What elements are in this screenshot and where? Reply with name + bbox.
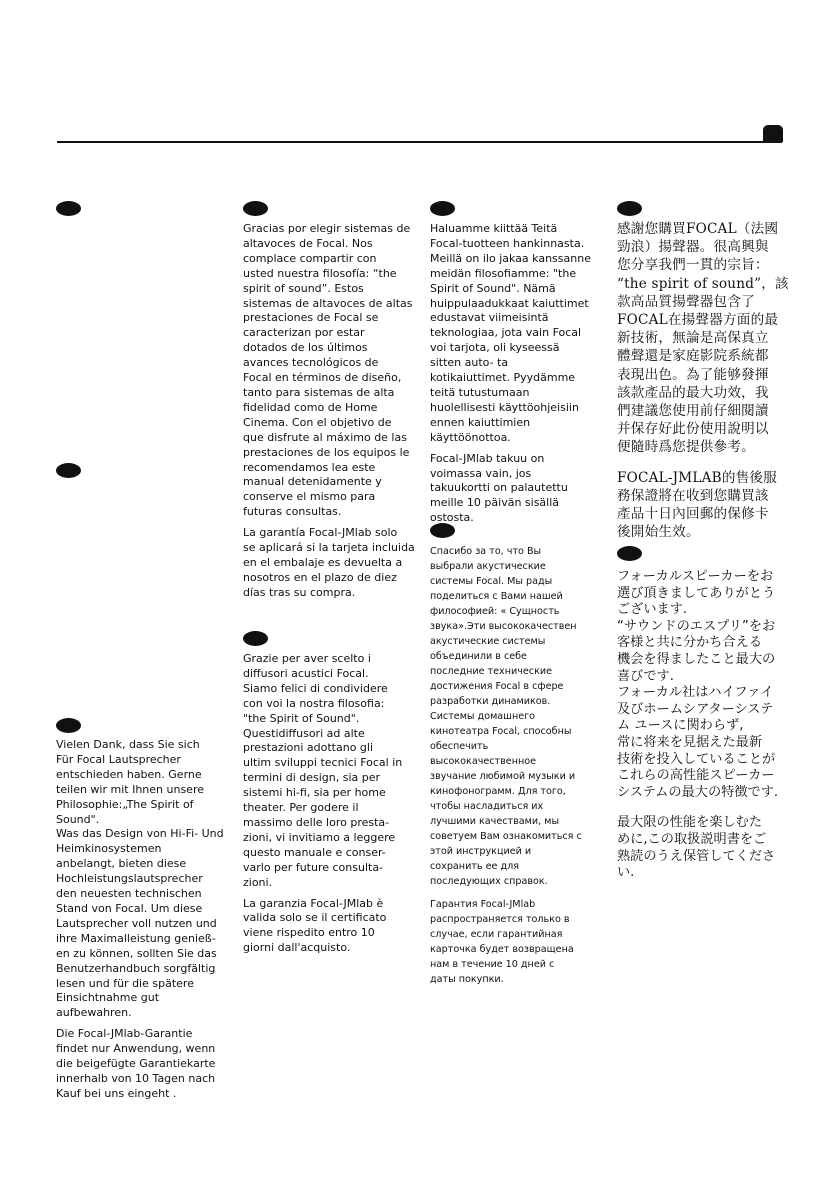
russian-intro: Спасибо за то, что Вы выбрали акустические системы Focal. Мы рады поделиться с Вами нашей философией: « Сущность звука».Эти высококачествен акустические системы объединили в себе последние технические достижения Focal в сфере разработки динамиков. Системы домашнего кинотеатра Focal, способны обеспечить высококачественное звучание любимой музыки и кинофонограмм. Для того, чтобы насладиться их лучшими качествами, мы советуем Вам ознакомиться с этой инструкцией и сохранить ее для последующих справок.	[430, 546, 582, 887]
language-bullet-zh	[617, 201, 642, 216]
spanish-intro: Gracias por elegir sistemas de altavoces de Focal. Nos complace compartir con usted nuestra filosofía: “the spirit of sound”. Estos sistemas de altavoces de altas prestaciones de Focal se caracterizan por estar dotados de los últimos avances tecnológicos de Focal en términos de diseño, tanto para sistemas de alta fidelidad como de Home Cinema. Con el objetivo de que disfrute al máximo de las prestaciones de los equipos le recomendamos lea este manual detenidamente y conserve el mismo para futuras consultas.	[243, 222, 413, 519]
language-bullet-it	[243, 631, 268, 646]
german-intro: Vielen Dank, dass Sie sich Für Focal Lautsprecher entschieden haben. Gerne teilen wir mit Ihnen unsere Philosophie:„The Spirit of Sound". Was das Design von Hi-Fi- Und Heimkinosystemen anbelangt, bieten diese Hochleistungslautsprecher den neuesten technischen Stand von Focal. Um diese Lautsprecher voll nutzen und ihre Maximalleistung genieß- en zu können, sollten Sie das Benutzerhandbuch sorgfältig lesen und für die spätere Einsichtnahme gut aufbewahren.	[56, 738, 224, 1020]
spanish-warranty: La garantía Focal-JMlab solo se aplicará si la tarjeta incluida en el embalaje es devuelta a nosotros en el plazo de diez días tras su compra.	[243, 526, 415, 599]
chinese-section	[617, 220, 789, 547]
japanese-intro: フォーカルスピーカーをお 選び頂きましてありがとう ございます. “サウンドのエスプリ”をお 客様と共に分かち合える 機会を得ましたこと最大の 喜びです. フォーカル社はハイファイ 及びホームシアターシステ ム ユースに関わらず, 常に将来を見据えた最新 技術を投入していることが これらの高性能スピーカー システムの最大の特徴です.	[617, 569, 779, 800]
italian-intro: Grazie per aver scelto i diffusori acustici Focal. Siamo felici di condividere con voi la nostra filosofia: "the Spirit of Sound". Questidiffusori ad alte prestazioni adottano gli ultim sviluppi tecnici Focal in termini di design, sia per sistemi hi-fi, sia per home theater. Per godere il massimo delle loro presta- zioni, vi invitiamo a leggere questo manuale e conser- varlo per future consulta- zioni.	[243, 652, 403, 889]
chinese-intro: 感謝您購買FOCAL（法國 勁浪）揚聲器。很高興與 您分享我們一貫的宗旨： “the spirit of sound”，該 款高品質揚聲器包含了 FOCAL在揚聲器方面的最 新技術，無論是高保真立 體聲還是家庭影院系統都 表現出色。為了能够發揮 該款產品的最大功效，我 們建議您使用前仔細閱讀 并保存好此份使用說明以 便隨時爲您提供參考。	[617, 221, 789, 456]
language-bullet-es	[243, 201, 268, 216]
header-rule	[57, 141, 782, 143]
language-bullet-2	[56, 463, 81, 478]
finnish-section	[430, 222, 608, 532]
page-tab-marker	[763, 125, 783, 142]
language-bullet-1	[56, 201, 81, 216]
language-bullet-ja	[617, 546, 642, 561]
russian-warranty: Гарантия Focal-JMlab распространяется только в случае, если гарантийная карточка будет возвращена нам в течение 10 дней с даты покупки.	[430, 899, 574, 985]
german-section	[56, 738, 234, 1108]
japanese-section	[617, 569, 789, 888]
russian-section	[430, 544, 608, 993]
language-bullet-de	[56, 718, 81, 733]
chinese-warranty: FOCAL-JMLAB的售後服 務保證將在收到您購買該 產品十日內回郵的保修卡 後開始生效。	[617, 469, 777, 541]
language-bullet-fi	[430, 201, 455, 216]
finnish-intro: Haluamme kiittää Teitä Focal-tuotteen hankinnasta. Meillä on ilo jakaa kanssanne meidän filosofiamme: "the Spirit of Sound". Nämä huippulaadukkaat kaiuttimet edustavat viimeisintä teknologiaa, jota vain Focal voi tarjota, oli kyseessä sitten auto- ta kotikaiuttimet. Pyydämme teitä tutustumaan huolellisesti käyttöohjeisiin ennen kaiuttimien käyttöönottoa.	[430, 222, 591, 444]
spanish-section	[243, 222, 421, 607]
japanese-tips: 最大限の性能を楽しむた めに,この取扱説明書をご 熟読のうえ保管してくださ い.	[617, 815, 776, 881]
finnish-warranty: Focal-JMlab takuu on voimassa vain, jos takuukortti on palautettu meille 10 päivän sisällä ostosta.	[430, 451, 568, 525]
italian-section	[243, 652, 421, 962]
italian-warranty: La garanzia Focal-JMlab è valida solo se il certificato viene rispedito entro 10 giorni dall'acquisto.	[243, 896, 387, 955]
german-warranty: Die Focal-JMlab-Garantie findet nur Anwendung, wenn die beigefügte Garantiekarte innerhalb von 10 Tagen nach Kauf bei uns eingeht .	[56, 1027, 216, 1100]
